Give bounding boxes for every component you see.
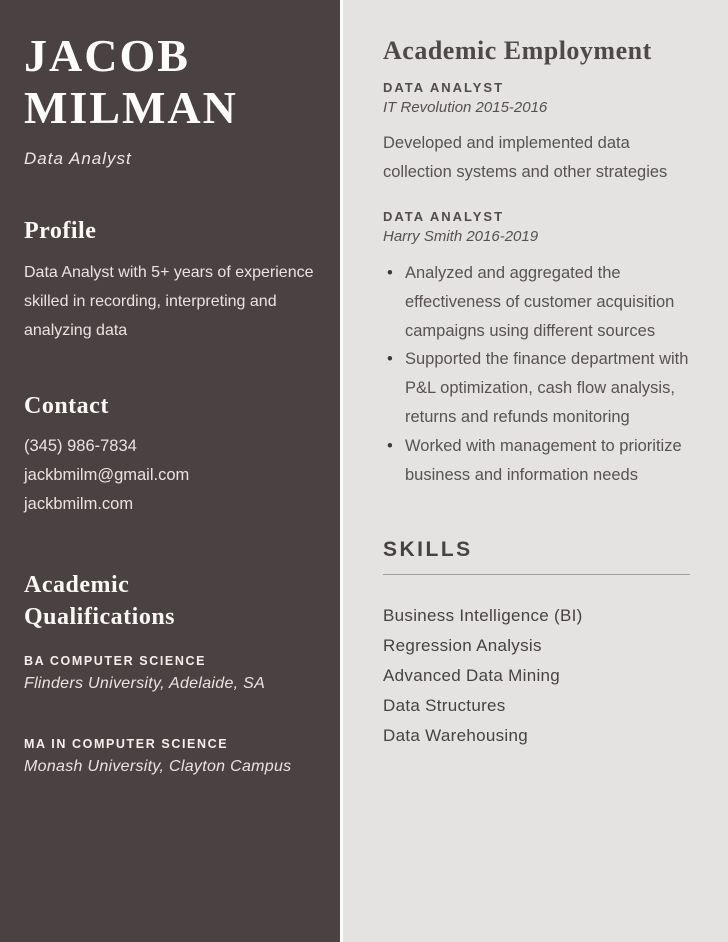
contact-website: jackbmilm.com <box>24 494 134 513</box>
job-role: DATA ANALYST <box>383 208 505 224</box>
degree-title: BA COMPUTER SCIENCE <box>24 653 207 668</box>
contact-email: jackbmilm@gmail.com <box>24 466 190 485</box>
bullet-icon: • <box>387 437 393 455</box>
contact-section <box>24 390 314 519</box>
job-bullet <box>383 259 690 346</box>
qualifications-heading-line1: Academic <box>24 571 130 598</box>
job-bullet <box>383 345 690 432</box>
person-name <box>24 30 314 133</box>
contact-list <box>24 432 314 519</box>
person-name-line2: MILMAN <box>24 81 238 133</box>
person-name-line1: JACOB <box>24 30 190 81</box>
degree-title: MA IN COMPUTER SCIENCE <box>24 736 229 751</box>
employment-section <box>383 36 690 490</box>
degree-school: Monash University, Clayton Campus <box>24 757 292 775</box>
job-entry <box>383 80 690 187</box>
qualification-item <box>24 737 314 776</box>
bullet-icon: • <box>387 263 393 282</box>
job-bullet-text: Worked with management to prioritize business and information needs <box>405 437 682 484</box>
skill-item: Data Warehousing <box>383 726 528 746</box>
skills-list <box>383 601 690 751</box>
job-bullet <box>383 432 690 490</box>
main-column <box>343 0 728 942</box>
person-job-title: Data Analyst <box>24 149 132 169</box>
qualifications-heading-line2: Qualifications <box>24 604 176 631</box>
job-company-dates: Harry Smith 2016-2019 <box>383 227 539 245</box>
qualification-item <box>24 654 314 693</box>
contact-heading: Contact <box>24 392 109 419</box>
bullet-icon: • <box>387 350 393 369</box>
contact-phone: (345) 986-7834 <box>24 437 137 456</box>
job-role: DATA ANALYST <box>383 80 505 95</box>
sidebar <box>0 0 340 942</box>
skills-heading: SKILLS <box>383 537 473 561</box>
skills-divider <box>383 574 690 575</box>
degree-school: Flinders University, Adelaide, SA <box>24 674 266 692</box>
profile-text: Data Analyst with 5+ years of experience skilled in recording, interpreting and analyzing data <box>24 264 314 340</box>
skill-item: Regression Analysis <box>383 635 542 655</box>
skills-section <box>383 538 690 751</box>
job-entry <box>383 209 690 490</box>
qualifications-section <box>24 569 314 776</box>
job-description: Developed and implemented data collection systems and other strategies <box>383 134 668 181</box>
skill-item: Business Intelligence (BI) <box>383 605 583 625</box>
job-bullet-text: Supported the finance department with P&L optimization, cash flow analysis, returns and refunds monitoring <box>405 350 689 427</box>
skill-item: Data Structures <box>383 695 506 715</box>
job-bullet-list <box>383 259 690 490</box>
profile-heading: Profile <box>24 218 97 245</box>
job-bullet-text: Analyzed and aggregated the effectiveness of customer acquisition campaigns using different sources <box>405 263 675 340</box>
profile-section <box>24 215 314 346</box>
job-company-dates: IT Revolution 2015-2016 <box>383 99 548 116</box>
employment-heading: Academic Employment <box>383 36 652 65</box>
skill-item: Advanced Data Mining <box>383 665 561 685</box>
qualifications-heading <box>24 569 314 634</box>
